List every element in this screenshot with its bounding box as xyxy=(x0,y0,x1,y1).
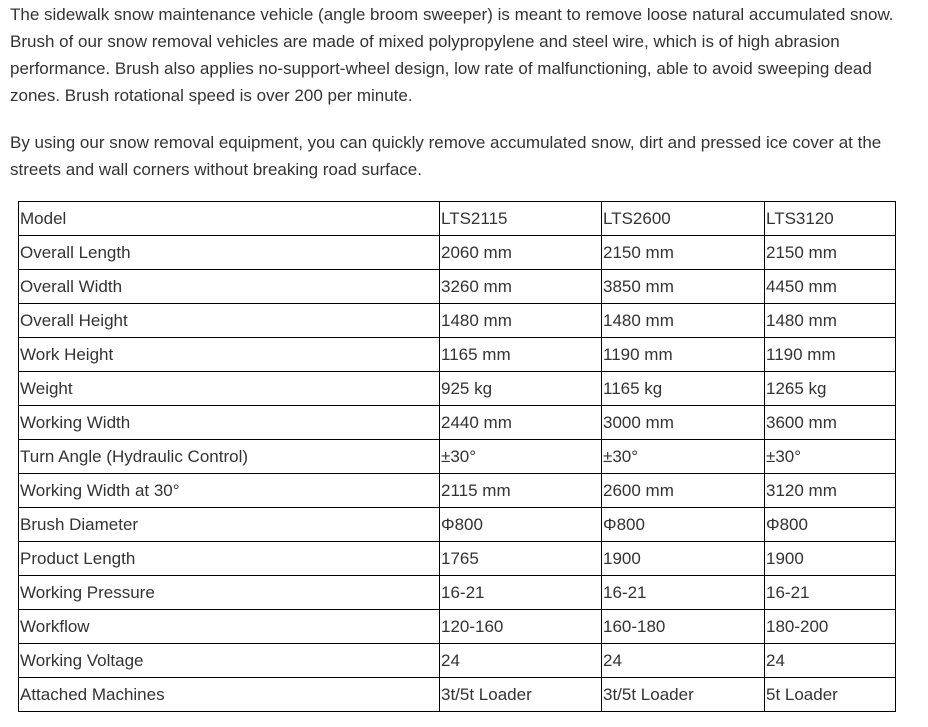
cell-lts3120: 16-21 xyxy=(765,576,896,610)
table-row xyxy=(19,440,896,474)
cell-lts2115: 3260 mm xyxy=(440,270,602,304)
cell-label: Weight xyxy=(19,372,440,406)
table-row xyxy=(19,542,896,576)
intro-paragraph-1: The sidewalk snow maintenance vehicle (angle broom sweeper) is meant to remove loose natural accumulated snow. Brush of our snow removal vehicles are made of mixed polypropylene and steel wire, which is of high abrasion performance. Brush also applies no-support-wheel design, low rate of malfunctioning, able to avoid sweeping dead zones. Brush rotational speed is over 200 per minute. xyxy=(10,5,894,105)
cell-lts2600: 16-21 xyxy=(602,576,765,610)
table-row xyxy=(19,610,896,644)
table-row xyxy=(19,338,896,372)
table-header-row xyxy=(19,202,896,236)
header-cell-lts3120: LTS3120 xyxy=(765,202,896,236)
table-row xyxy=(19,372,896,406)
cell-lts3120: 2150 mm xyxy=(765,236,896,270)
specification-table-body xyxy=(19,202,896,712)
cell-lts2115: 1765 xyxy=(440,542,602,576)
cell-lts2600: 1480 mm xyxy=(602,304,765,338)
cell-label: Turn Angle (Hydraulic Control) xyxy=(19,440,440,474)
cell-label: Brush Diameter xyxy=(19,508,440,542)
cell-lts2115: 120-160 xyxy=(440,610,602,644)
cell-lts3120: 1900 xyxy=(765,542,896,576)
cell-label: Working Width at 30° xyxy=(19,474,440,508)
cell-label: Overall Length xyxy=(19,236,440,270)
cell-lts2600: 3t/5t Loader xyxy=(602,678,765,712)
cell-lts3120: 1480 mm xyxy=(765,304,896,338)
table-row xyxy=(19,406,896,440)
cell-lts2600: 3000 mm xyxy=(602,406,765,440)
cell-lts2115: 16-21 xyxy=(440,576,602,610)
cell-lts3120: 4450 mm xyxy=(765,270,896,304)
intro-paragraph-2: By using our snow removal equipment, you can quickly remove accumulated snow, dirt and pressed ice cover at the streets and wall corners without breaking road surface. xyxy=(10,133,882,179)
cell-lts2115: 1480 mm xyxy=(440,304,602,338)
table-row xyxy=(19,236,896,270)
cell-lts3120: 5t Loader xyxy=(765,678,896,712)
cell-lts3120: 180-200 xyxy=(765,610,896,644)
cell-lts2600: 24 xyxy=(602,644,765,678)
cell-label: Working Width xyxy=(19,406,440,440)
cell-lts2115: 2060 mm xyxy=(440,236,602,270)
cell-lts2115: 1165 mm xyxy=(440,338,602,372)
table-row xyxy=(19,270,896,304)
cell-label: Overall Width xyxy=(19,270,440,304)
cell-lts2600: 3850 mm xyxy=(602,270,765,304)
cell-lts2115: 3t/5t Loader xyxy=(440,678,602,712)
cell-label: Attached Machines xyxy=(19,678,440,712)
cell-lts3120: 3600 mm xyxy=(765,406,896,440)
cell-label: Working Pressure xyxy=(19,576,440,610)
article-content xyxy=(0,0,928,183)
header-cell-label: Model xyxy=(19,202,440,236)
cell-lts2115: ±30° xyxy=(440,440,602,474)
table-row xyxy=(19,474,896,508)
cell-lts2600: Φ800 xyxy=(602,508,765,542)
cell-label: Working Voltage xyxy=(19,644,440,678)
cell-lts3120: 3120 mm xyxy=(765,474,896,508)
table-row xyxy=(19,576,896,610)
cell-lts2600: 1165 kg xyxy=(602,372,765,406)
cell-label: Overall Height xyxy=(19,304,440,338)
cell-lts2600: 1190 mm xyxy=(602,338,765,372)
cell-lts2600: 2600 mm xyxy=(602,474,765,508)
cell-lts2115: 2440 mm xyxy=(440,406,602,440)
cell-lts2600: ±30° xyxy=(602,440,765,474)
cell-lts3120: 24 xyxy=(765,644,896,678)
cell-lts2115: 24 xyxy=(440,644,602,678)
specification-table xyxy=(18,201,896,712)
header-cell-lts2115: LTS2115 xyxy=(440,202,602,236)
table-row xyxy=(19,644,896,678)
cell-lts2115: Φ800 xyxy=(440,508,602,542)
cell-lts3120: 1265 kg xyxy=(765,372,896,406)
cell-label: Workflow xyxy=(19,610,440,644)
cell-label: Product Length xyxy=(19,542,440,576)
cell-label: Work Height xyxy=(19,338,440,372)
cell-lts2600: 2150 mm xyxy=(602,236,765,270)
table-row xyxy=(19,304,896,338)
cell-lts3120: ±30° xyxy=(765,440,896,474)
header-cell-lts2600: LTS2600 xyxy=(602,202,765,236)
cell-lts2115: 925 kg xyxy=(440,372,602,406)
cell-lts3120: Φ800 xyxy=(765,508,896,542)
cell-lts2600: 1900 xyxy=(602,542,765,576)
table-row xyxy=(19,508,896,542)
cell-lts3120: 1190 mm xyxy=(765,338,896,372)
cell-lts2115: 2115 mm xyxy=(440,474,602,508)
table-row xyxy=(19,678,896,712)
cell-lts2600: 160-180 xyxy=(602,610,765,644)
